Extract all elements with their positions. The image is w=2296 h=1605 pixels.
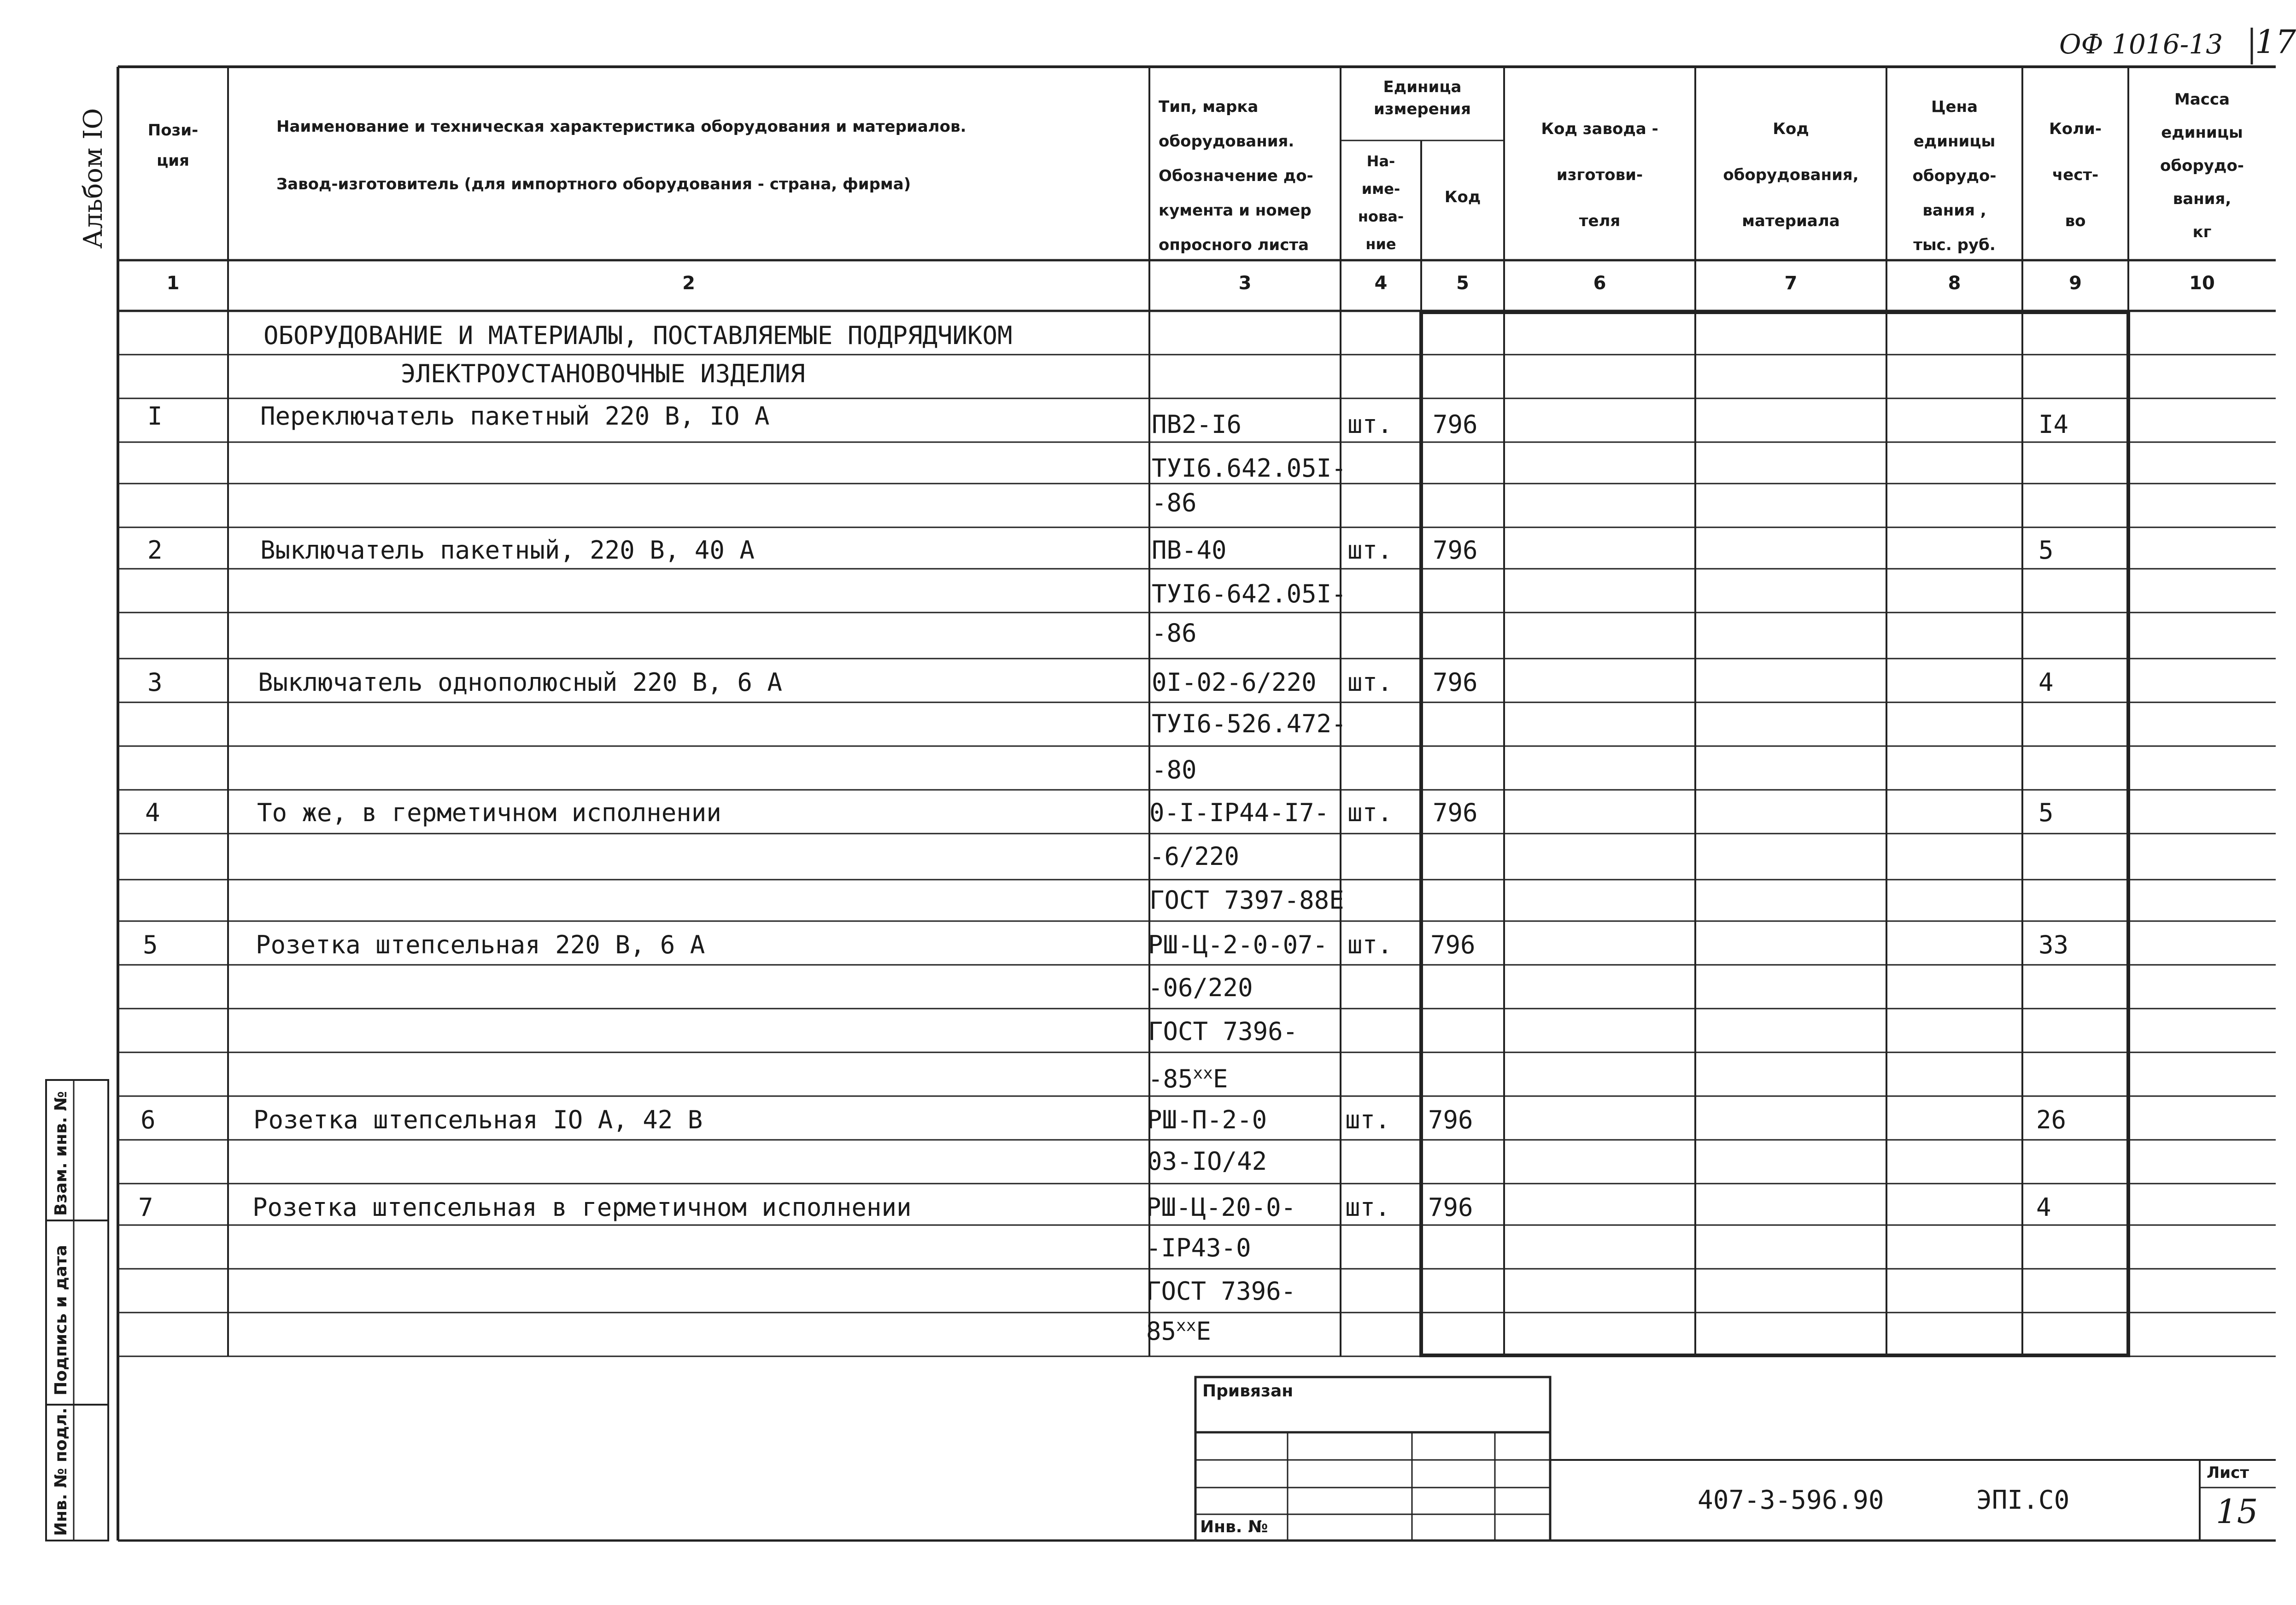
header-position: Пози- ция <box>147 121 199 170</box>
item-type: -IP43-0 <box>1146 1233 1251 1262</box>
item-type: ТУI6-642.05I- <box>1152 579 1347 608</box>
item-type: -6/220 <box>1149 842 1240 871</box>
item-name: Розетка штепсельная в герметичном исполнении <box>252 1193 912 1222</box>
item-name: Выключатель однополюсный 220 В, 6 А <box>258 668 782 697</box>
item-type: ГОСТ 7397-88Е <box>1149 886 1344 915</box>
col-number: 9 <box>2069 273 2082 294</box>
item-unit: шт. <box>1347 536 1393 565</box>
col-number: 5 <box>1456 273 1469 294</box>
side-label-inv-podl: Инв. № подл. <box>52 1407 70 1536</box>
item-position: 6 <box>141 1105 156 1134</box>
item-type: -86 <box>1152 619 1197 648</box>
document-mark: ЭПI.С0 <box>1976 1485 2070 1515</box>
header-type: Тип, марка оборудования. Обозначение до- кумента и номер опросного листа <box>1159 98 1313 254</box>
item-type: ТУI6.642.05I- <box>1152 454 1347 483</box>
corner-code: ОФ 1016-13 <box>2059 29 2223 60</box>
item-code: 796 <box>1433 410 1478 439</box>
item-name: Выключатель пакетный, 220 В, 40 А <box>260 536 755 565</box>
item-type: РШ-Ц-20-0- <box>1146 1193 1296 1222</box>
item-type: ПВ2-I6 <box>1152 410 1242 439</box>
side-label-podpis: Подпись и дата <box>52 1245 70 1395</box>
item-quantity: 4 <box>2038 668 2054 697</box>
item-code: 796 <box>1428 1193 1473 1222</box>
item-code: 796 <box>1433 668 1478 697</box>
side-label-vzam: Взам. инв. № <box>52 1091 70 1216</box>
item-position: 2 <box>147 536 163 565</box>
item-quantity: 33 <box>2038 930 2069 959</box>
document-code: 407-3-596.90 <box>1698 1485 1884 1515</box>
item-type: РШ-П-2-0 <box>1147 1105 1267 1134</box>
item-type: -85$^{xx}$Е <box>1148 1064 1228 1093</box>
col-number: 3 <box>1238 273 1252 294</box>
item-code: 796 <box>1433 798 1478 827</box>
corner-page: 17 <box>2255 23 2296 61</box>
item-type: ГОСТ 7396- <box>1148 1017 1298 1046</box>
album-label: Альбом IO <box>78 108 108 249</box>
item-unit: шт. <box>1347 798 1393 827</box>
col-number: 2 <box>682 273 695 294</box>
item-quantity: I4 <box>2038 410 2069 439</box>
stamp-inv: Инв. № <box>1200 1517 1268 1536</box>
item-type: 03-IO/42 <box>1147 1147 1267 1176</box>
item-unit: шт. <box>1347 668 1393 697</box>
item-quantity: 4 <box>2036 1193 2051 1222</box>
item-position: 5 <box>143 930 158 959</box>
item-name: Переключатель пакетный 220 В, IO А <box>260 402 770 431</box>
item-quantity: 26 <box>2036 1105 2067 1134</box>
col-number: 10 <box>2189 273 2215 294</box>
col-number: 1 <box>166 273 180 294</box>
header-unit-code: Код <box>1444 188 1481 206</box>
item-unit: шт. <box>1347 410 1393 439</box>
item-position: 7 <box>138 1193 153 1222</box>
sheet-label: Лист <box>2207 1464 2249 1482</box>
header-mass: Масса единицы оборудо- вания, кг <box>2160 90 2244 241</box>
item-unit: шт. <box>1347 930 1393 959</box>
stamp-privyazan: Привязан <box>1202 1382 1294 1401</box>
item-unit: шт. <box>1345 1193 1390 1222</box>
item-type: -06/220 <box>1148 973 1253 1002</box>
item-type: 85$^{xx}$Е <box>1146 1316 1211 1346</box>
header-unit-name: На- име- нова- ние <box>1358 152 1404 253</box>
col-number: 7 <box>1784 273 1798 294</box>
item-position: 4 <box>145 798 160 827</box>
item-type: ТУI6-526.472- <box>1152 709 1347 738</box>
header-factory-code: Код завода - изготови- теля <box>1541 120 1658 230</box>
item-type: 0-I-IP44-I7- <box>1149 798 1330 827</box>
item-type: ГОСТ 7396- <box>1146 1277 1296 1306</box>
sheet-number: 15 <box>2216 1492 2258 1531</box>
section-subtitle: ЭЛЕКТРОУСТАНОВОЧНЫЕ ИЗДЕЛИЯ <box>401 359 805 388</box>
item-code: 796 <box>1428 1105 1473 1134</box>
header-name: Наименование и техническая характеристика оборудования и материалов. Завод-изготовитель (для импортного оборудования - страна, фирма) <box>276 117 966 193</box>
header-unit: Единица измерения <box>1374 78 1471 118</box>
header-price: Цена единицы оборудо- вания , тыс. руб. <box>1912 98 1997 254</box>
item-type: 0I-02-6/220 <box>1152 668 1317 697</box>
col-number: 6 <box>1593 273 1606 294</box>
item-quantity: 5 <box>2038 536 2054 565</box>
item-name: Розетка штепсельная IO А, 42 В <box>253 1105 703 1134</box>
item-position: 3 <box>147 668 163 697</box>
col-number: 4 <box>1374 273 1388 294</box>
item-type: РШ-Ц-2-0-07- <box>1148 930 1328 959</box>
section-title: ОБОРУДОВАНИЕ И МАТЕРИАЛЫ, ПОСТАВЛЯЕМЫЕ ПОДРЯДЧИКОМ <box>264 321 1013 350</box>
header-quantity: Коли- чест- во <box>2049 120 2102 230</box>
item-quantity: 5 <box>2038 798 2054 827</box>
header-equipment-code: Код оборудования, материала <box>1723 120 1859 230</box>
item-code: 796 <box>1433 536 1478 565</box>
item-type: ПВ-40 <box>1152 536 1227 565</box>
item-type: -80 <box>1152 755 1197 784</box>
item-code: 796 <box>1430 930 1476 959</box>
item-name: То же, в герметичном исполнении <box>257 798 721 827</box>
item-position: I <box>147 402 163 431</box>
col-number: 8 <box>1948 273 1961 294</box>
item-unit: шт. <box>1345 1105 1390 1134</box>
item-name: Розетка штепсельная 220 В, 6 А <box>256 930 705 959</box>
item-type: -86 <box>1152 488 1197 517</box>
